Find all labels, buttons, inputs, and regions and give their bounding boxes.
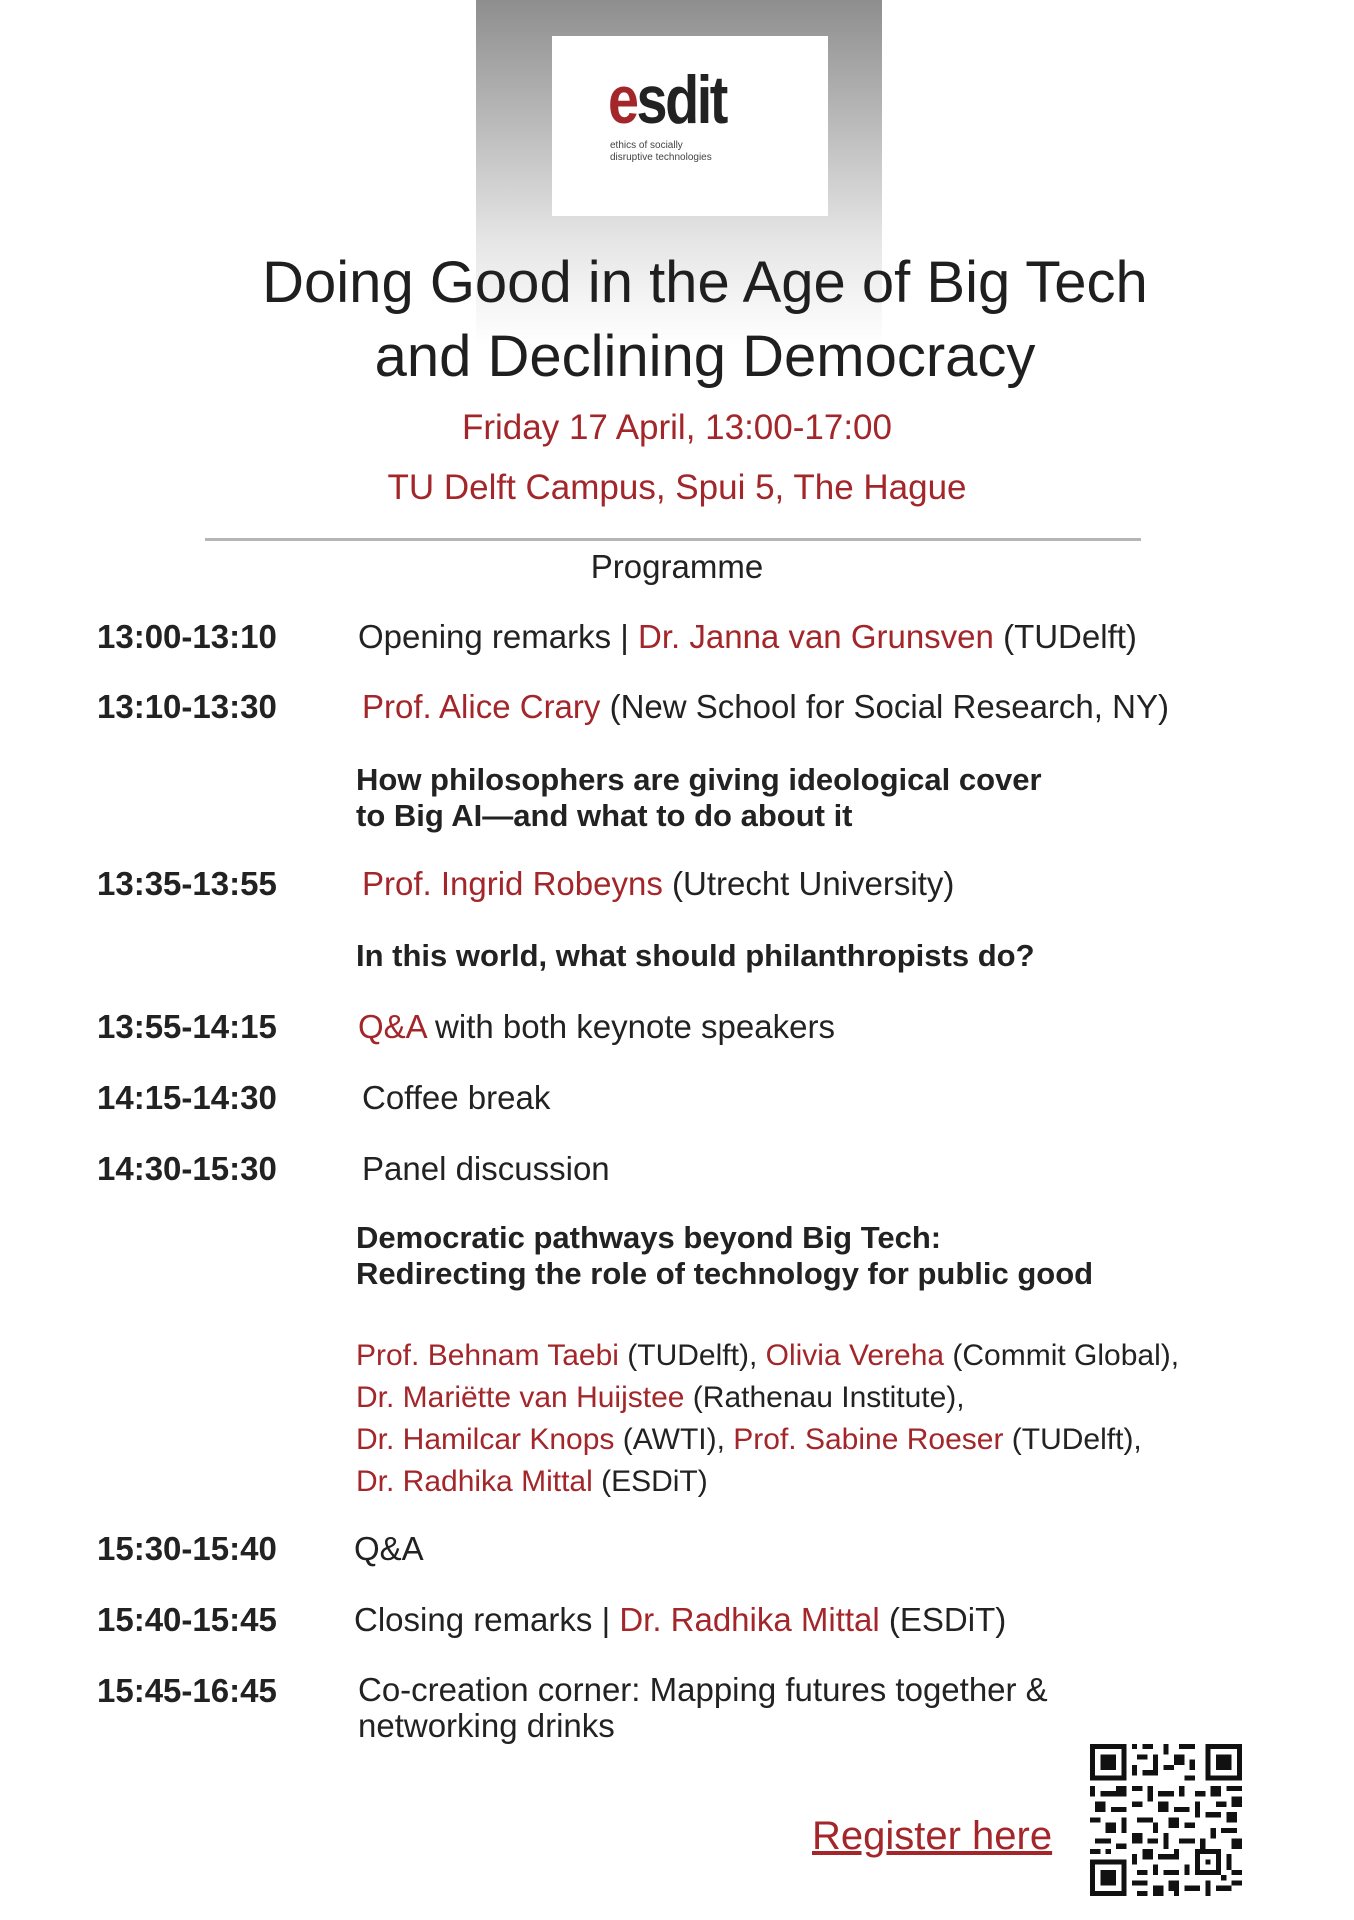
qr-code-icon[interactable]	[1090, 1744, 1242, 1896]
time-slot: 13:00-13:10	[97, 618, 277, 655]
speaker-name: Prof. Sabine Roeser	[733, 1423, 1004, 1456]
programme-item: Q&A	[354, 1530, 424, 1567]
time-slot: 15:45-16:45	[97, 1672, 277, 1709]
panelist-list: Prof. Behnam Taebi (TUDelft), Olivia Vereha (Commit Global), Dr. Mariëtte van Huijstee (Rathenau Institute), Dr. Hamilcar Knops (AWTI), Prof. Sabine Roeser (TUDelft), Dr. Radhika Mittal (ESDiT)	[356, 1339, 1180, 1498]
time-slot: 15:40-15:45	[97, 1601, 277, 1638]
programme-item: Prof. Ingrid Robeyns (Utrecht University)	[362, 865, 955, 902]
talk-title: How philosophers are giving ideological cover to Big AI—and what to do about it	[356, 762, 1042, 833]
time-slot: 13:55-14:15	[97, 1008, 277, 1045]
programme-item: Opening remarks | Dr. Janna van Grunsven (TUDelft)	[358, 618, 1137, 655]
time-slot: 14:30-15:30	[97, 1150, 277, 1187]
event-location: TU Delft Campus, Spui 5, The Hague	[387, 468, 967, 507]
speaker-name: Prof. Alice Crary	[362, 688, 601, 725]
talk-title: Democratic pathways beyond Big Tech: Redirecting the role of technology for public good	[356, 1220, 1094, 1291]
speaker-name: Dr. Mariëtte van Huijstee	[356, 1381, 685, 1414]
talk-title: In this world, what should philanthropists do?	[356, 938, 1035, 973]
programme-item: Prof. Alice Crary (New School for Social Research, NY)	[362, 688, 1169, 725]
divider	[205, 538, 1141, 541]
event-date-time: Friday 17 April, 13:00-17:00	[462, 408, 892, 447]
speaker-name: Dr. Hamilcar Knops	[356, 1423, 615, 1456]
event-title: Doing Good in the Age of Big Tech and Declining Democracy	[262, 250, 1148, 389]
time-slot: 15:30-15:40	[97, 1530, 277, 1567]
speaker-name: Prof. Ingrid Robeyns	[362, 865, 663, 902]
programme-item: Co-creation corner: Mapping futures together & networking drinks	[358, 1671, 1048, 1744]
time-slot: 13:35-13:55	[97, 865, 277, 902]
speaker-name: Prof. Behnam Taebi	[356, 1339, 619, 1372]
register-link[interactable]: Register here	[812, 1814, 1053, 1858]
programme-heading: Programme	[590, 548, 764, 585]
programme-item: Closing remarks | Dr. Radhika Mittal (ESDiT)	[354, 1601, 1007, 1638]
logo-wordmark: esdit	[608, 62, 726, 138]
speaker-name: Dr. Radhika Mittal	[619, 1601, 880, 1638]
time-slot: 14:15-14:30	[97, 1079, 277, 1116]
programme-item: Q&A with both keynote speakers	[358, 1008, 835, 1045]
programme-item: Panel discussion	[362, 1150, 610, 1187]
programme-item: Coffee break	[362, 1079, 551, 1116]
time-slot: 13:10-13:30	[97, 688, 277, 725]
speaker-name: Olivia Vereha	[765, 1339, 945, 1372]
speaker-name: Dr. Radhika Mittal	[356, 1465, 593, 1498]
logo-tagline: ethics of socially disruptive technologies	[610, 140, 712, 163]
speaker-name: Dr. Janna van Grunsven	[638, 618, 994, 655]
esdit-logo	[552, 36, 828, 216]
